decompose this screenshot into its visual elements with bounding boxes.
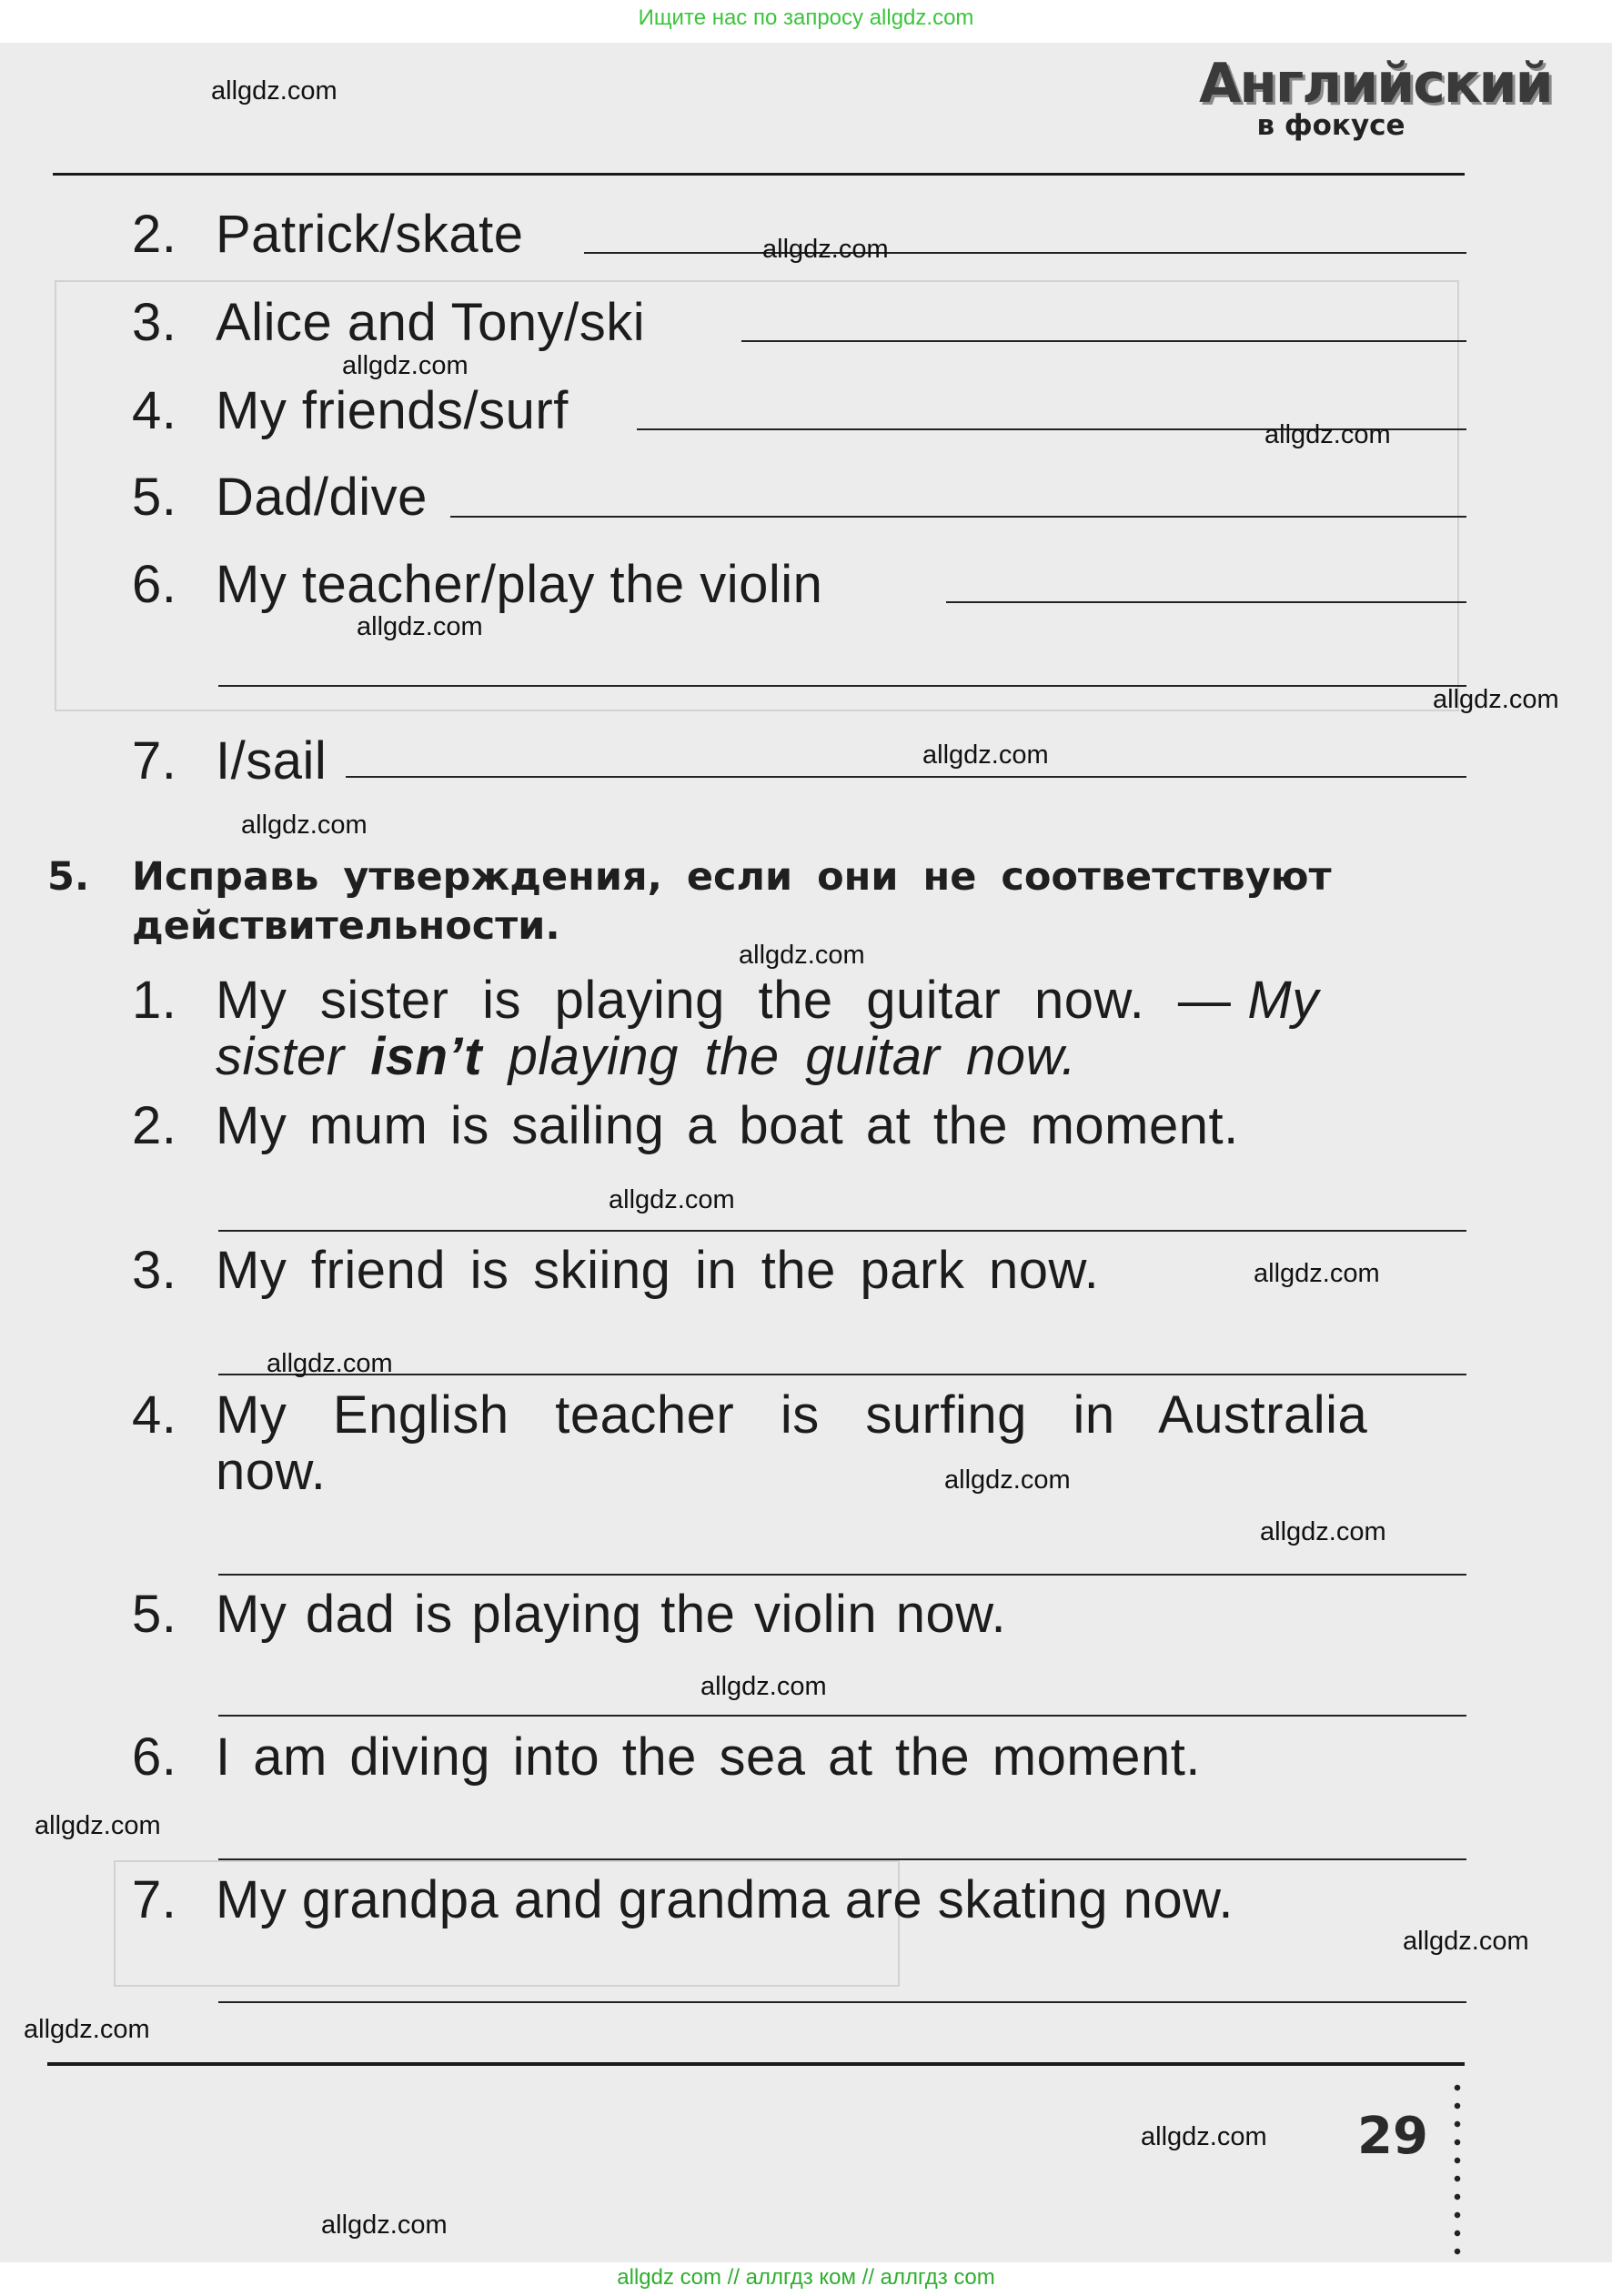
watermark: allgdz.com (762, 235, 889, 264)
logo-subtitle: в фокусе (1256, 109, 1405, 142)
list-item (132, 1242, 1099, 1300)
item-text: Alice and Tony/ski (216, 293, 646, 352)
list-item-continuation (216, 1443, 326, 1501)
list-item (132, 1871, 1234, 1929)
watermark: allgdz.com (1433, 685, 1559, 714)
item-number: 5. (132, 468, 177, 527)
task-heading (47, 852, 1468, 951)
item-text: My grandpa and grandma are skating now. (216, 1870, 1234, 1929)
watermark: allgdz.com (357, 612, 483, 641)
answer-line[interactable] (584, 252, 1466, 254)
task-instruction-line2: действительности. (132, 903, 560, 949)
answer-line[interactable] (346, 776, 1466, 778)
header-rule (53, 173, 1465, 176)
example-item (132, 972, 1319, 1030)
answer-line[interactable] (218, 1574, 1466, 1576)
watermark: allgdz.com (241, 811, 368, 840)
item-number: 4. (132, 1385, 177, 1445)
example-answer-negation: isn’t (370, 1027, 482, 1086)
list-item (132, 382, 569, 440)
logo-title: Английский (1199, 52, 1552, 116)
watermark: allgdz.com (24, 2015, 150, 2044)
item-text: My mum is sailing a boat at the moment. (216, 1096, 1239, 1155)
page-number: 29 (1357, 2107, 1428, 2166)
watermark: allgdz.com (1141, 2122, 1267, 2151)
item-text: My teacher/play the violin (216, 555, 823, 614)
list-item (132, 468, 428, 527)
watermark: allgdz.com (1264, 420, 1391, 449)
margin-dots (1454, 2079, 1461, 2261)
answer-line[interactable] (741, 340, 1466, 342)
answer-line[interactable] (218, 1858, 1466, 1860)
answer-line[interactable] (218, 1715, 1466, 1717)
task-instruction-line1: Исправь утверждения, если они не соответствуют (132, 854, 1332, 900)
item-text: My English teacher is surfing in Australia (216, 1385, 1368, 1445)
item-text: My sister is playing the guitar now. — (216, 971, 1232, 1030)
watermark: allgdz.com (922, 740, 1049, 770)
item-number: 5. (132, 1585, 177, 1644)
watermark: allgdz.com (944, 1465, 1071, 1495)
watermark: allgdz.com (1254, 1259, 1380, 1288)
watermark: allgdz.com (700, 1672, 827, 1701)
bottom-banner[interactable]: allgdz com // аллгдз ком // аллгдз com (617, 2265, 995, 2290)
item-number: 4. (132, 381, 177, 440)
item-text: I am diving into the sea at the moment. (216, 1727, 1201, 1787)
list-item (132, 1097, 1239, 1155)
answer-line[interactable] (218, 1230, 1466, 1232)
example-answer-rest: playing the guitar now. (508, 1027, 1077, 1086)
item-number: 1. (132, 971, 177, 1030)
item-number: 7. (132, 1870, 177, 1929)
watermark: allgdz.com (739, 941, 865, 970)
example-answer (216, 1028, 1076, 1086)
item-number: 6. (132, 555, 177, 614)
list-item (132, 556, 822, 614)
item-text: Dad/dive (216, 468, 428, 527)
list-item (132, 732, 327, 791)
footer-rule (47, 2062, 1465, 2066)
task-number: 5. (47, 854, 90, 900)
item-text: I/sail (216, 731, 327, 791)
item-text: My dad is playing the violin now. (216, 1585, 1007, 1644)
top-banner[interactable]: Ищите нас по запросу allgdz.com (638, 5, 974, 30)
list-item (132, 294, 645, 352)
watermark: allgdz.com (267, 1349, 393, 1378)
watermark: allgdz.com (211, 76, 338, 106)
item-number: 3. (132, 1241, 177, 1300)
item-number: 6. (132, 1727, 177, 1787)
item-text: My friend is skiing in the park now. (216, 1241, 1100, 1300)
item-text: Patrick/skate (216, 205, 524, 264)
list-item (132, 1728, 1201, 1787)
example-answer-start: My (1247, 971, 1319, 1030)
watermark: allgdz.com (1260, 1517, 1386, 1546)
watermark: allgdz.com (321, 2210, 448, 2240)
answer-line[interactable] (218, 685, 1466, 687)
watermark: allgdz.com (342, 351, 468, 380)
example-answer-subject: sister (216, 1027, 345, 1086)
answer-line[interactable] (450, 516, 1466, 518)
item-number: 7. (132, 731, 177, 791)
series-logo (1199, 52, 1552, 155)
list-item (132, 1586, 1006, 1644)
answer-line[interactable] (946, 601, 1466, 603)
list-item (132, 206, 524, 264)
item-number: 3. (132, 293, 177, 352)
item-text-continued: now. (216, 1442, 327, 1501)
watermark: allgdz.com (35, 1811, 161, 1840)
list-item (132, 1386, 1367, 1445)
answer-line[interactable] (218, 1374, 1466, 1375)
item-number: 2. (132, 205, 177, 264)
item-number: 2. (132, 1096, 177, 1155)
item-text: My friends/surf (216, 381, 569, 440)
answer-line[interactable] (218, 2001, 1466, 2003)
watermark: allgdz.com (1403, 1927, 1529, 1956)
watermark: allgdz.com (609, 1185, 735, 1214)
